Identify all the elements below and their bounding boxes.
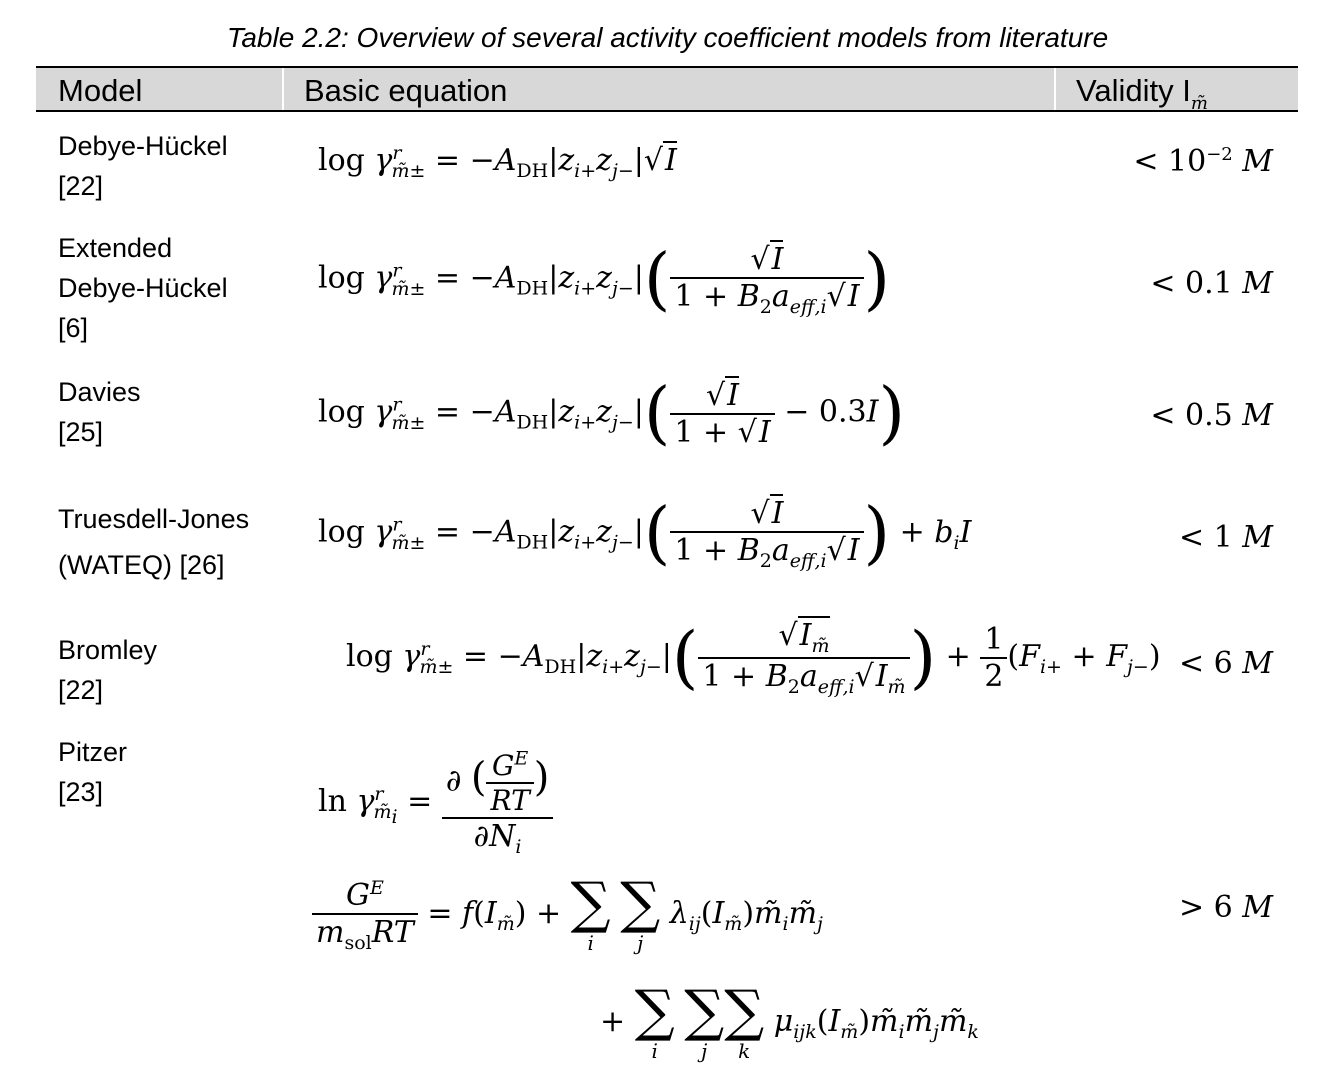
model-cell-pitzer: Pitzer [23] [58,737,128,807]
model-cell-davies: Davies [25] [58,377,141,447]
equation-pitzer-1: $\ln \gamma^r_{m̃_i}$ = ∂ ( $\frac{G^E}{RT}$ ) $\partial N_i$ [318,748,553,858]
equation-pitzer-3: + ∑ i ∑ j ∑ k $\mu_{ijk}(I_{m̃})m̃_im̃_jm̃_k$ [600,979,979,1063]
validity-davies: < 0.5 M [1150,398,1273,433]
validity-extended-debye-huckel: < 0.1 M [1150,266,1273,301]
header-model: Model [58,73,143,108]
table-header [36,66,1298,112]
model-cell-truesdell-jones: Truesdell-Jones (WATEQ) [26] [58,504,250,580]
validity-truesdell-jones: < 1 M [1178,520,1273,555]
equation-pitzer-2: $\frac{G^E}{m_{sol}RT}$ = $f(I_{m̃})$ + ∑ i ∑ j $\lambda_{ij}(I_{m̃})m̃_im̃_j$ [312,876,823,954]
model-cell-bromley: Bromley [22] [58,635,158,705]
equation-bromley: $\log \gamma^r_{m̃\pm} = -A_{DH}|z_{i+}z_{j-}|$( $\frac{√I_{m̃}}{1 + B_2a_{eff,i}√I_{m̃}}$ ) + $\frac{1}{2}$ $(F_{i+} + F_{j-})$ [346,618,1161,698]
validity-bromley: < 6 M [1178,646,1273,681]
model-cell-debye-huckel: Debye-Hückel [22] [58,131,228,201]
equation-truesdell-jones: $\log \gamma^r_{m̃\pm} = -A_{DH}|z_{i+}z_{j-}|$( $\frac{√I}{1 + B_2a_{eff,i}√I}$ ) + $b_iI$ [318,494,972,573]
model-cell-extended-debye-huckel: Extended Debye-Hückel [6] [58,233,228,343]
validity-debye-huckel: < $10^{-2}$ M [1133,144,1273,179]
validity-pitzer: > 6 M [1178,890,1273,925]
equation-extended-debye-huckel: $\log \gamma^r_{m̃\pm} = -A_{DH}|z_{i+}z_{j-}|$( $\frac{√I}{1 + B_2a_{eff,i}√I}$ ) [318,240,891,319]
table-caption: Table 2.2: Overview of several activity coefficient models from literature [226,22,1109,53]
equation-debye-huckel: $\log \gamma^r_{m̃\pm} = -A_{DH}|z_{i+}z_{j-}|√I$ [318,142,677,182]
header-equation: Basic equation [304,73,508,108]
equation-davies: $\log \gamma^r_{m̃\pm} = -A_{DH}|z_{i+}z_{j-}|$( $\frac{√I}{1 + √I}$ − 0.3I) [318,374,905,453]
header-validity: Validity $I_{m̃}$ [1076,73,1208,114]
